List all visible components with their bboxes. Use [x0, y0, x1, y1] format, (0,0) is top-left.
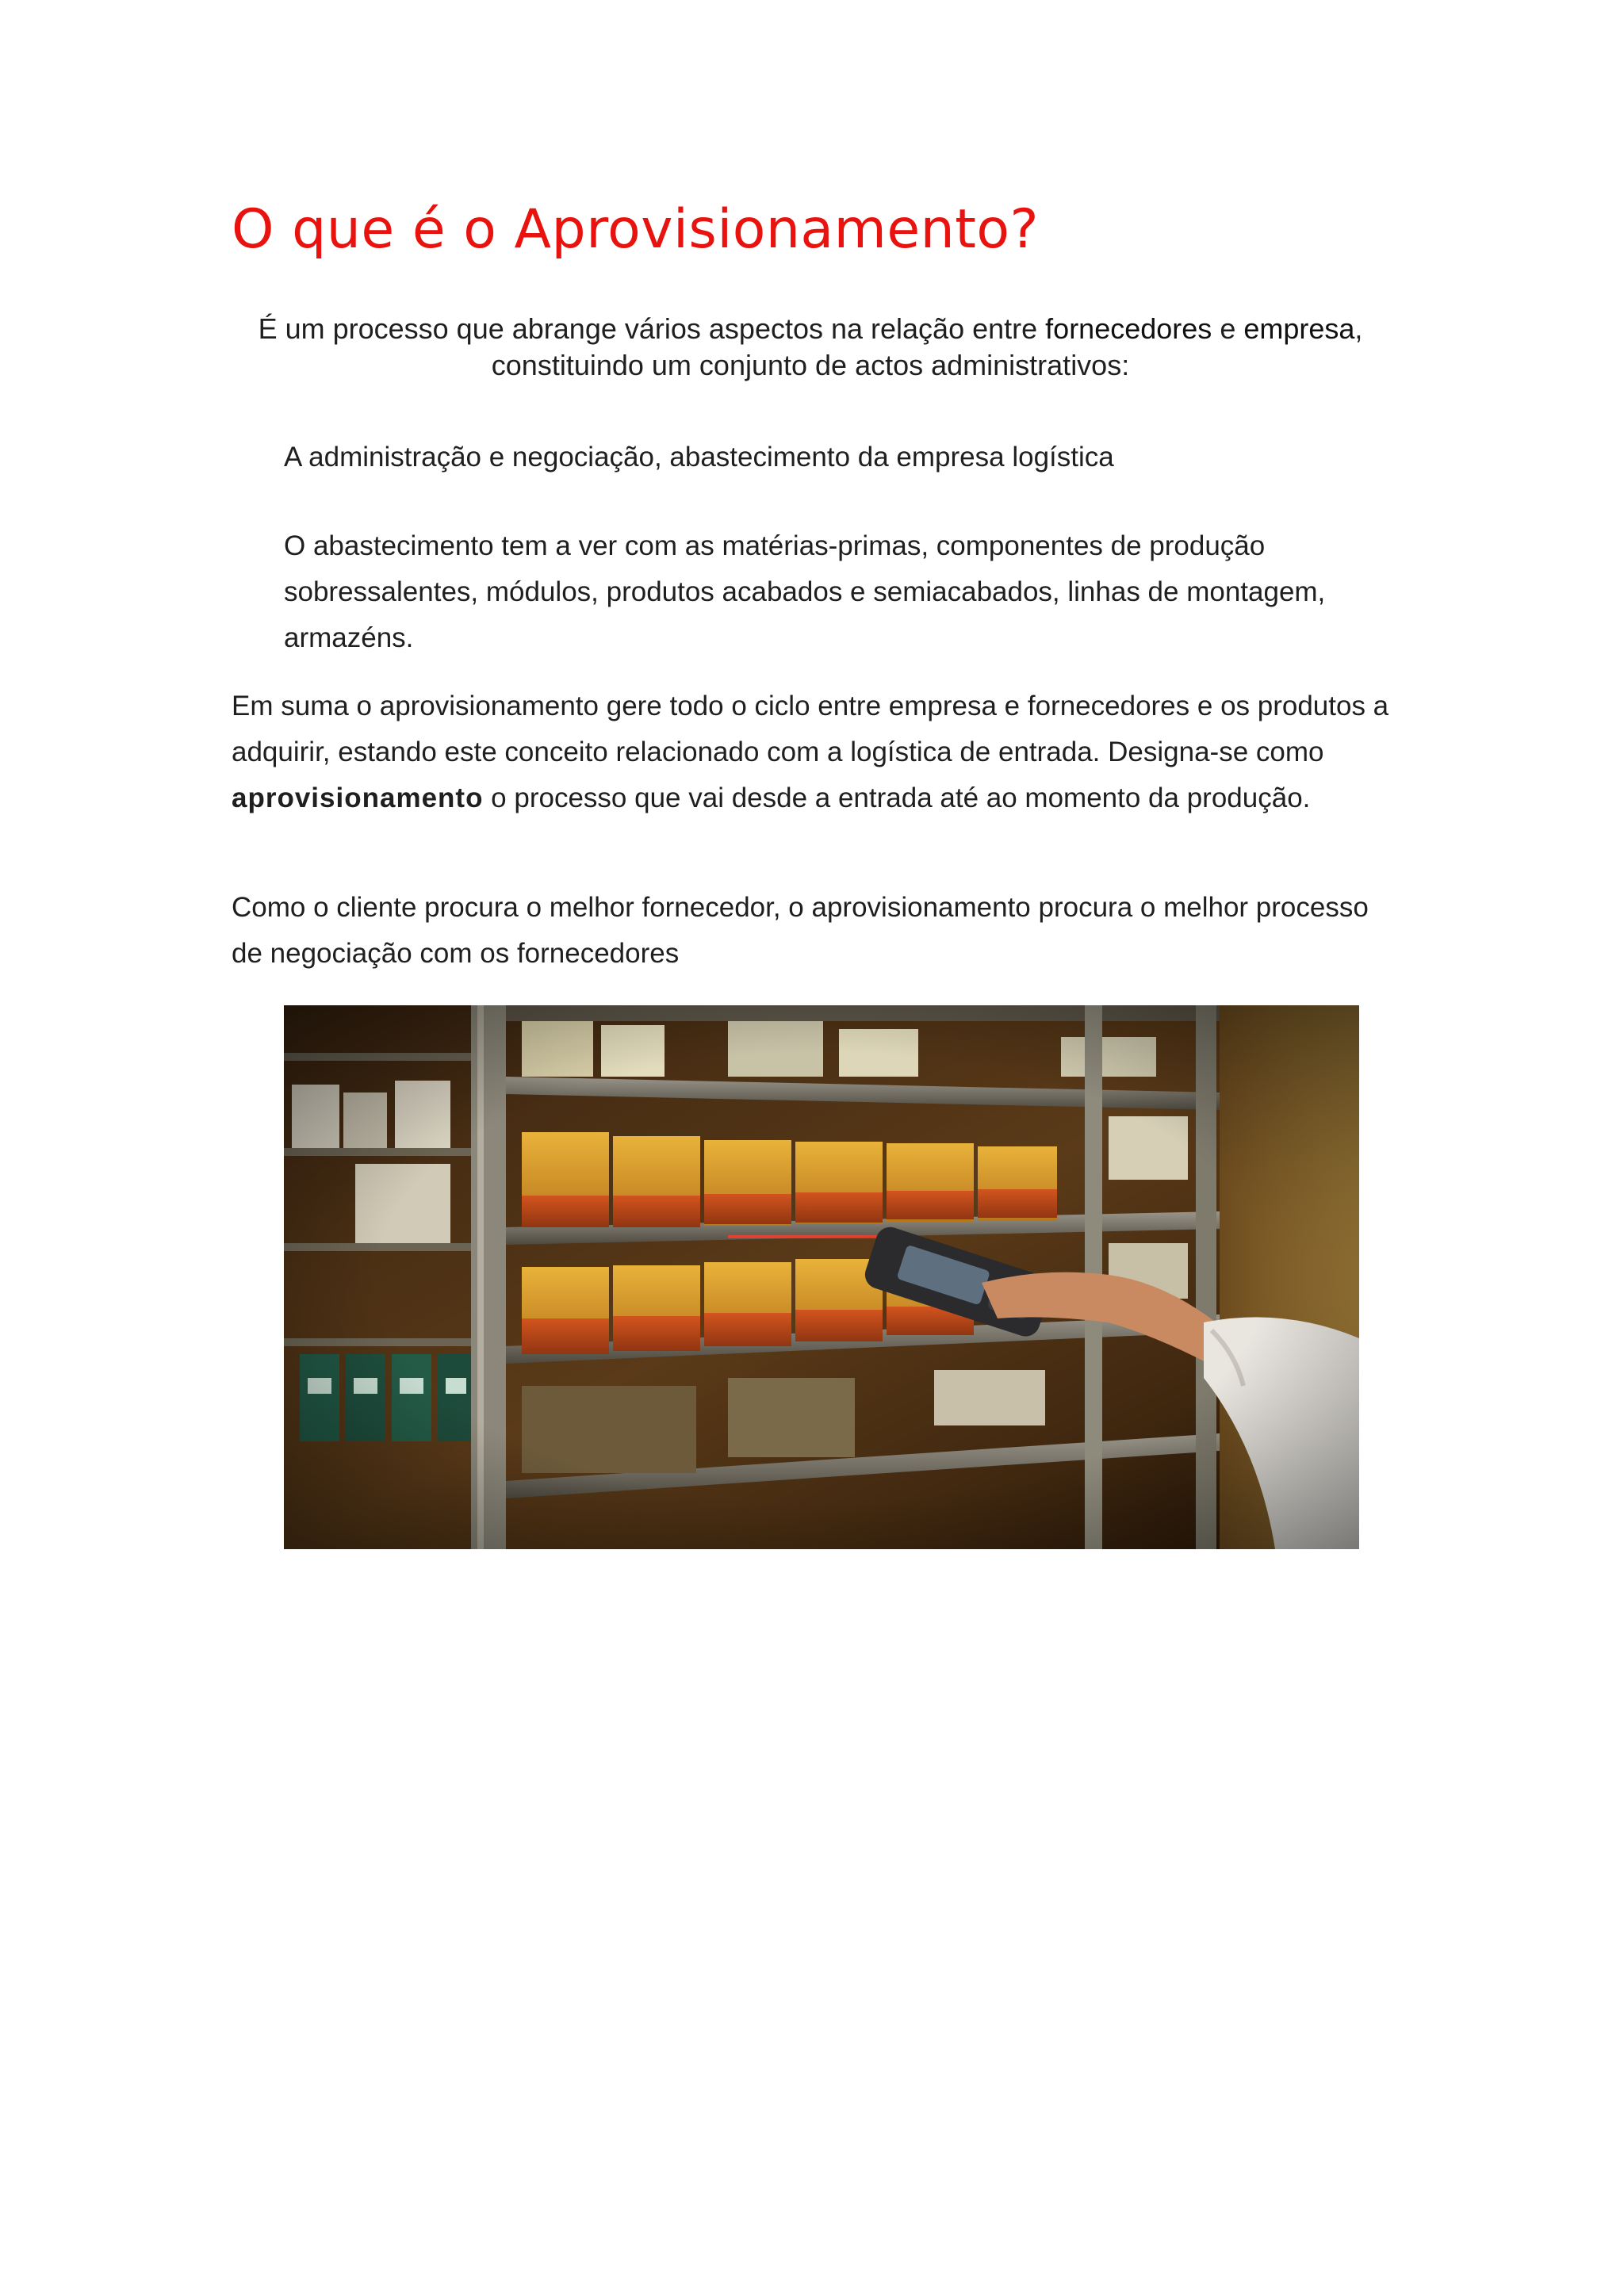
intro-line-2: constituindo um conjunto de actos administrativos:: [491, 349, 1130, 381]
paragraph-em-suma: [232, 683, 1397, 821]
suma-text-end: o processo que vai desde a entrada até ao momento da produção.: [483, 783, 1311, 813]
warehouse-scanner-photo: [284, 1005, 1359, 1549]
paragraph-abastecimento: O abastecimento tem a ver com as matérias-primas, componentes de produção sobressalentes, módulos, produtos acabados e semiacabados, linhas de montagem, armazéns.: [284, 530, 1326, 653]
intro-paragraph: [232, 311, 1389, 384]
intro-text: É um processo que abrange vários aspectos na relação entre: [258, 312, 1046, 345]
intro-comma: ,: [1354, 312, 1363, 345]
suma-text-start: Em suma o aprovisionamento gere todo o ciclo entre empresa e fornecedores e os produtos a adquirir, estando este conceito relacionado com a logística de entrada. Designa-se como: [232, 691, 1389, 767]
paragraph-administracao: A administração e negociação, abastecimento da empresa logística: [284, 442, 1114, 473]
paragraph-cliente: Como o cliente procura o melhor fornecedor, o aprovisionamento procura o melhor processo de negociação com os fornecedores: [232, 892, 1369, 969]
page-title: O que é o Aprovisionamento?: [232, 198, 1040, 261]
intro-term-empresa: empresa: [1243, 312, 1355, 345]
suma-bold-term: aprovisionamento: [232, 783, 484, 813]
intro-connector: e: [1212, 312, 1244, 345]
intro-term-fornecedores: fornecedores: [1045, 312, 1212, 345]
